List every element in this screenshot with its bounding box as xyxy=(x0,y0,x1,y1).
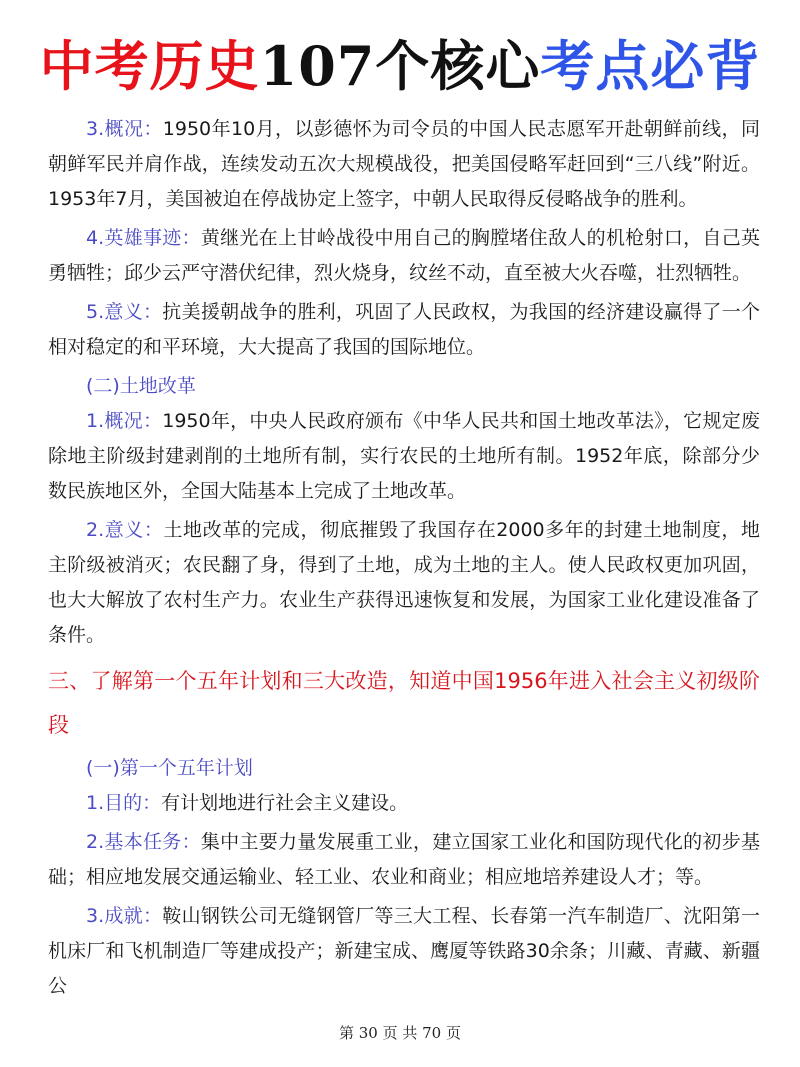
paragraph-label: 2.意义： xyxy=(86,519,164,541)
paragraph-text: 集中主要力量发展重工业，建立国家工业化和国防现代化的初步基础；相应地发展交通运输业、轻工业、农业和商业；相应地培养建设人才；等。 xyxy=(48,831,760,888)
paragraph-label: 3.成就： xyxy=(86,905,163,927)
title-blue-part: 考点必背 xyxy=(540,34,761,98)
paragraph-text: 抗美援朝战争的胜利，巩固了人民政权，为我国的经济建设赢得了一个相对稳定的和平环境，大大提高了我国的国际地位。 xyxy=(48,301,760,358)
paragraph-text: 1950年，中央人民政府颁布《中华人民共和国土地改革法》，它规定废除地主阶级封建剥削的土地所有制，实行农民的土地所有制。1952年底，除部分少数民族地区外，全国大陆基本上完成了土地改革。 xyxy=(48,410,760,502)
page-number: 第 30 页 共 70 页 xyxy=(338,1024,461,1042)
paragraph-label: 4.英雄事迹： xyxy=(86,227,201,249)
paragraph-basic-tasks xyxy=(48,825,760,895)
paragraph-text: 有计划地进行社会主义建设。 xyxy=(161,792,409,814)
paragraph-label: 1.概况： xyxy=(86,410,163,432)
paragraph-significance-land xyxy=(48,513,760,653)
paragraph-achievements xyxy=(48,899,760,1004)
document-body xyxy=(48,112,760,1008)
paragraph-heroes xyxy=(48,221,760,291)
paragraph-purpose xyxy=(48,786,760,821)
paragraph-label: 3.概况： xyxy=(86,118,163,140)
paragraph-text: 1950年10月，以彭德怀为司令员的中国人民志愿军开赴朝鲜前线，同朝鲜军民并肩作战，连续发动五次大规模战役，把美国侵略军赶回到“三八线”附近。1953年7月，美国被迫在停战协定上签字，中朝人民取得反侵略战争的胜利。 xyxy=(48,118,760,210)
paragraph-overview-land xyxy=(48,404,760,509)
subheading-land-reform: (二)土地改革 xyxy=(86,375,196,397)
page-title xyxy=(0,0,800,102)
section-heading: 三、了解第一个五年计划和三大改造，知道中国1956年进入社会主义初级阶段 xyxy=(48,669,760,737)
paragraph-significance-war xyxy=(48,295,760,365)
paragraph-label: 5.意义： xyxy=(86,301,163,323)
paragraph-overview-war xyxy=(48,112,760,217)
paragraph-label: 2.基本任务： xyxy=(86,831,201,853)
paragraph-label: 1.目的： xyxy=(86,792,162,814)
paragraph-text: 鞍山钢铁公司无缝钢管厂等三大工程、长春第一汽车制造厂、沈阳第一机床厂和飞机制造厂等建成投产；新建宝成、鹰厦等铁路30余条；川藏、青藏、新疆公 xyxy=(48,905,760,997)
paragraph-text: 黄继光在上甘岭战役中用自己的胸膛堵住敌人的机枪射口，自己英勇牺牲；邱少云严守潜伏纪律，烈火烧身，纹丝不动，直至被大火吞噬，壮烈牺牲。 xyxy=(48,227,760,284)
title-black-part: 107个核心 xyxy=(259,34,541,98)
title-red-part: 中考历史 xyxy=(39,34,260,98)
paragraph-text: 土地改革的完成，彻底摧毁了我国存在2000多年的封建土地制度，地主阶级被消灭；农民翻了身，得到了土地，成为土地的主人。使人民政权更加巩固，也大大解放了农村生产力。农业生产获得迅速恢复和发展，为国家工业化建设准备了条件。 xyxy=(48,519,760,646)
subheading-five-year-plan: (一)第一个五年计划 xyxy=(86,757,253,779)
